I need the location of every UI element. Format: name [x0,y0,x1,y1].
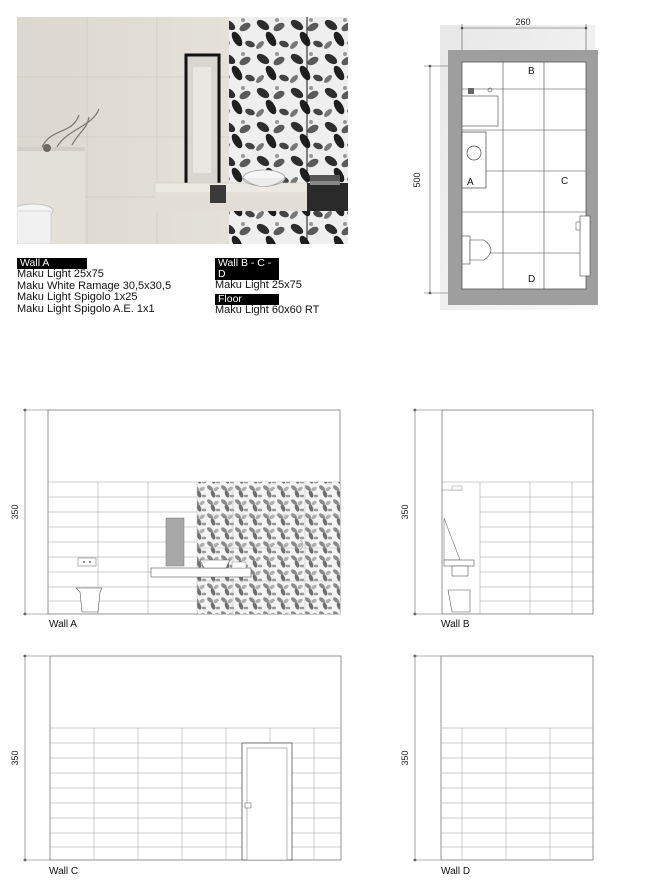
plan-width-dimension: 260 [515,17,531,27]
wall-a-height-dimension: 350 [10,504,20,520]
wall-d-label: Wall D [441,866,471,877]
spec-item: Maku Light Spigolo A.E. 1x1 [17,302,155,315]
plan-depth-dimension: 500 [412,172,422,188]
elevation-wall-b [400,400,600,640]
spec-heading-wall-bcd: Wall B - C - D [215,258,279,280]
plan-label-c: C [561,176,569,187]
plan-label-d: D [528,274,536,285]
floor-plan [410,10,610,310]
wall-c-label: Wall C [49,866,79,877]
wall-b-height-dimension: 350 [400,504,410,520]
elevation-wall-d [400,648,600,868]
elevation-wall-a [10,400,350,640]
spec-wall-bcd [215,258,365,316]
spec-item: Maku Light Spigolo 1x25 [17,291,138,303]
spec-heading-wall-a: Wall A [17,258,87,269]
spec-heading-floor: Floor [215,294,279,305]
spec-wall-a [17,258,197,315]
bathroom-photo [17,17,348,244]
spec-item: Maku White Ramage 30,5x30,5 [17,279,172,292]
plan-label-a: A [467,177,474,188]
spec-item: Maku Light 60x60 RT [215,303,320,316]
wall-b-label: Wall B [441,619,470,630]
wall-c-height-dimension: 350 [10,750,20,766]
wall-d-height-dimension: 350 [400,750,410,766]
plan-label-b: B [528,66,535,77]
wall-a-label: Wall A [49,619,77,630]
spec-item: Maku Light 25x75 [215,279,302,291]
spec-item: Maku Light 25x75 [17,268,104,280]
elevation-wall-c [10,648,350,868]
